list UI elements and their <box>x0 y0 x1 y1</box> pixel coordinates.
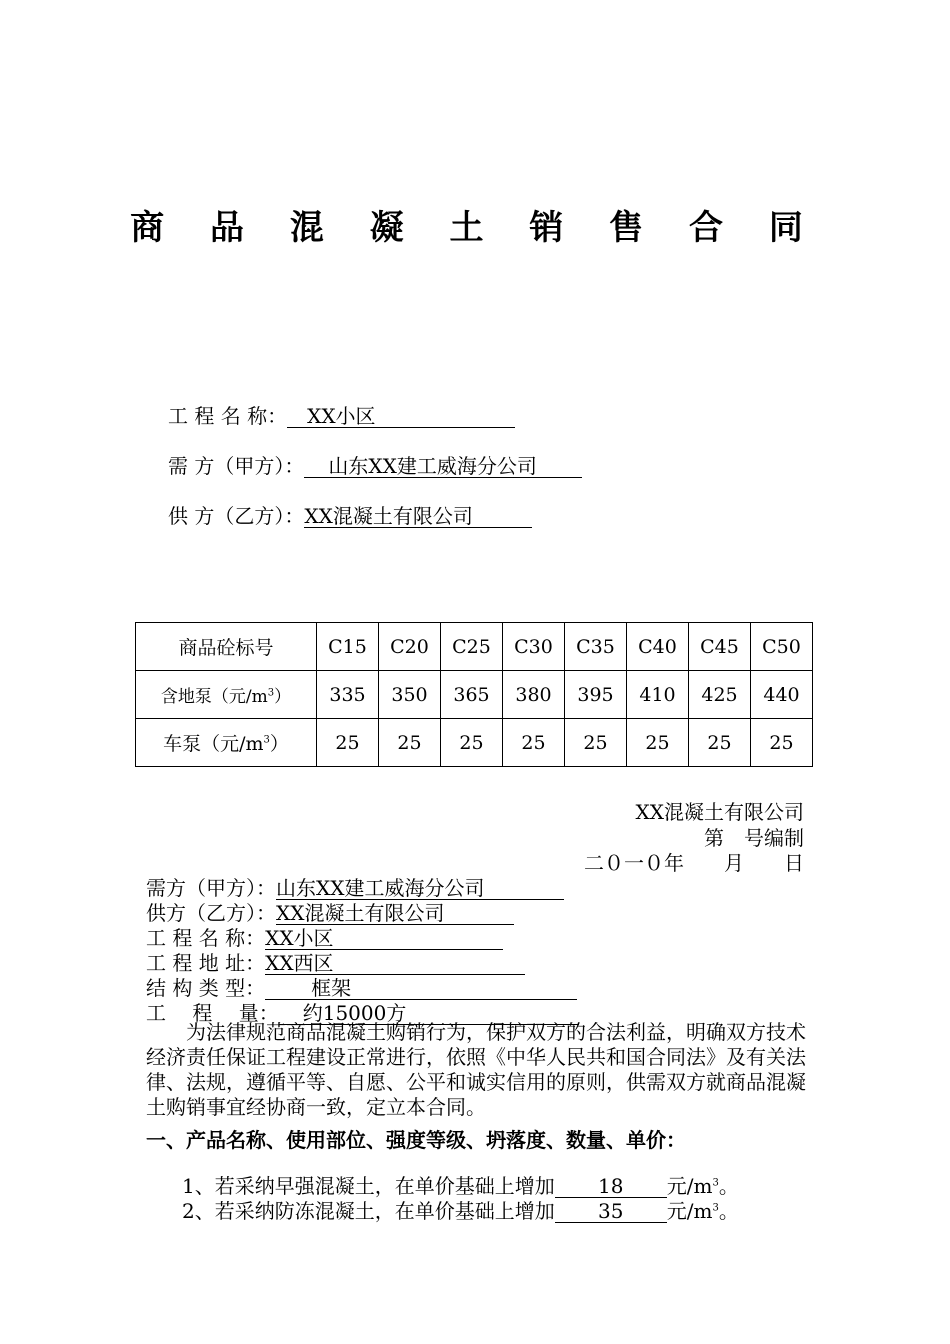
price-table <box>135 622 813 767</box>
price-cell: 380 <box>503 671 565 719</box>
row-label-end: ） <box>269 733 289 755</box>
price-cell: 395 <box>565 671 627 719</box>
superscript: 3 <box>712 1202 719 1214</box>
price-cell: 25 <box>441 719 503 767</box>
price-table-header-label: 商品砼标号 <box>136 623 317 671</box>
row-label-truck-pump <box>136 719 317 767</box>
detail-project-name-label: 工 程 名 称： <box>146 926 266 950</box>
superscript: 3 <box>263 734 270 746</box>
cover-buyer-label: 需 方（甲方）： <box>168 454 305 478</box>
detail-quantity-label: 工 程 量： <box>146 1001 279 1025</box>
issuer-date: 二０一０年 月 日 <box>584 851 804 875</box>
cover-buyer-value: 山东XX建工威海分公司 <box>304 455 582 478</box>
clause-unit: 元/m <box>666 1174 713 1198</box>
grade-c20: C20 <box>379 623 441 671</box>
clause-amount: 18 <box>555 1175 667 1198</box>
clause-antifreeze <box>182 1195 739 1224</box>
detail-buyer-label: 需方（甲方）： <box>146 876 276 900</box>
price-cell: 25 <box>317 719 379 767</box>
cover-project-name <box>168 400 515 429</box>
price-row-ground-pump <box>136 671 813 719</box>
price-cell: 350 <box>379 671 441 719</box>
cover-buyer <box>168 450 582 479</box>
detail-structure-type-label: 结 构 类 型： <box>146 976 266 1000</box>
price-cell: 25 <box>689 719 751 767</box>
price-cell: 410 <box>627 671 689 719</box>
preamble-paragraph: 为法律规范商品混凝土购销行为，保护双方的合法利益，明确双方技术经济责任保证工程建设正常进行，依照《中华人民共和国合同法》及有关法律、法规，遵循平等、自愿、公平和诚实信用的原则，供需双方就商品混凝土购销事宜经协商一致，定立本合同。 <box>146 1020 806 1119</box>
price-cell: 365 <box>441 671 503 719</box>
row-label-text: 车泵（元/m <box>163 733 264 755</box>
clause-text: 2、若采纳防冻混凝土，在单价基础上增加 <box>182 1199 555 1223</box>
cover-supplier-label: 供 方（乙方）： <box>168 504 305 528</box>
row-label-ground-pump <box>136 671 317 719</box>
grade-c15: C15 <box>317 623 379 671</box>
superscript: 3 <box>267 687 275 699</box>
grade-c30: C30 <box>503 623 565 671</box>
detail-supplier-value: XX混凝土有限公司 <box>276 902 514 925</box>
clause-unit: 元/m <box>666 1199 713 1223</box>
detail-supplier-label: 供方（乙方）： <box>146 901 276 925</box>
detail-buyer-value: 山东XX建工威海分公司 <box>276 877 564 900</box>
cover-project-name-value: XX小区 <box>287 405 515 428</box>
clause-end: 。 <box>718 1174 739 1198</box>
price-cell: 335 <box>317 671 379 719</box>
price-cell: 25 <box>627 719 689 767</box>
cover-supplier <box>168 500 532 529</box>
price-cell: 25 <box>751 719 813 767</box>
price-cell: 25 <box>379 719 441 767</box>
grade-c25: C25 <box>441 623 503 671</box>
price-row-truck-pump <box>136 719 813 767</box>
section-1-heading: 一、产品名称、使用部位、强度等级、坍落度、数量、单价： <box>146 1128 686 1152</box>
contract-title: 商 品 混 凝 土 销 售 合 同 <box>130 208 820 248</box>
row-label-text: 含地泵（元/m <box>160 687 268 707</box>
grade-c45: C45 <box>689 623 751 671</box>
price-table-header-row <box>136 623 813 671</box>
clause-text: 1、若采纳早强混凝土，在单价基础上增加 <box>182 1174 555 1198</box>
grade-c35: C35 <box>565 623 627 671</box>
price-cell: 25 <box>503 719 565 767</box>
price-cell: 440 <box>751 671 813 719</box>
row-label-end: ） <box>274 687 292 707</box>
price-cell: 425 <box>689 671 751 719</box>
superscript: 3 <box>712 1177 719 1189</box>
cover-supplier-value: XX混凝土有限公司 <box>304 505 532 528</box>
detail-project-name-value: XX小区 <box>265 927 503 950</box>
detail-project-address-value: XX西区 <box>265 952 525 975</box>
detail-quantity-value: 约15000方 <box>279 1002 579 1025</box>
clause-end: 。 <box>718 1199 739 1223</box>
detail-project-address-label: 工 程 地 址： <box>146 951 266 975</box>
clause-amount: 35 <box>555 1200 667 1223</box>
cover-project-name-label: 工 程 名 称： <box>168 404 288 428</box>
detail-structure-type-value: 框架 <box>265 977 577 1000</box>
issuer-company: XX混凝土有限公司 <box>635 800 804 824</box>
grade-c40: C40 <box>627 623 689 671</box>
issuer-number: 第 号编制 <box>704 826 804 850</box>
price-cell: 25 <box>565 719 627 767</box>
grade-c50: C50 <box>751 623 813 671</box>
